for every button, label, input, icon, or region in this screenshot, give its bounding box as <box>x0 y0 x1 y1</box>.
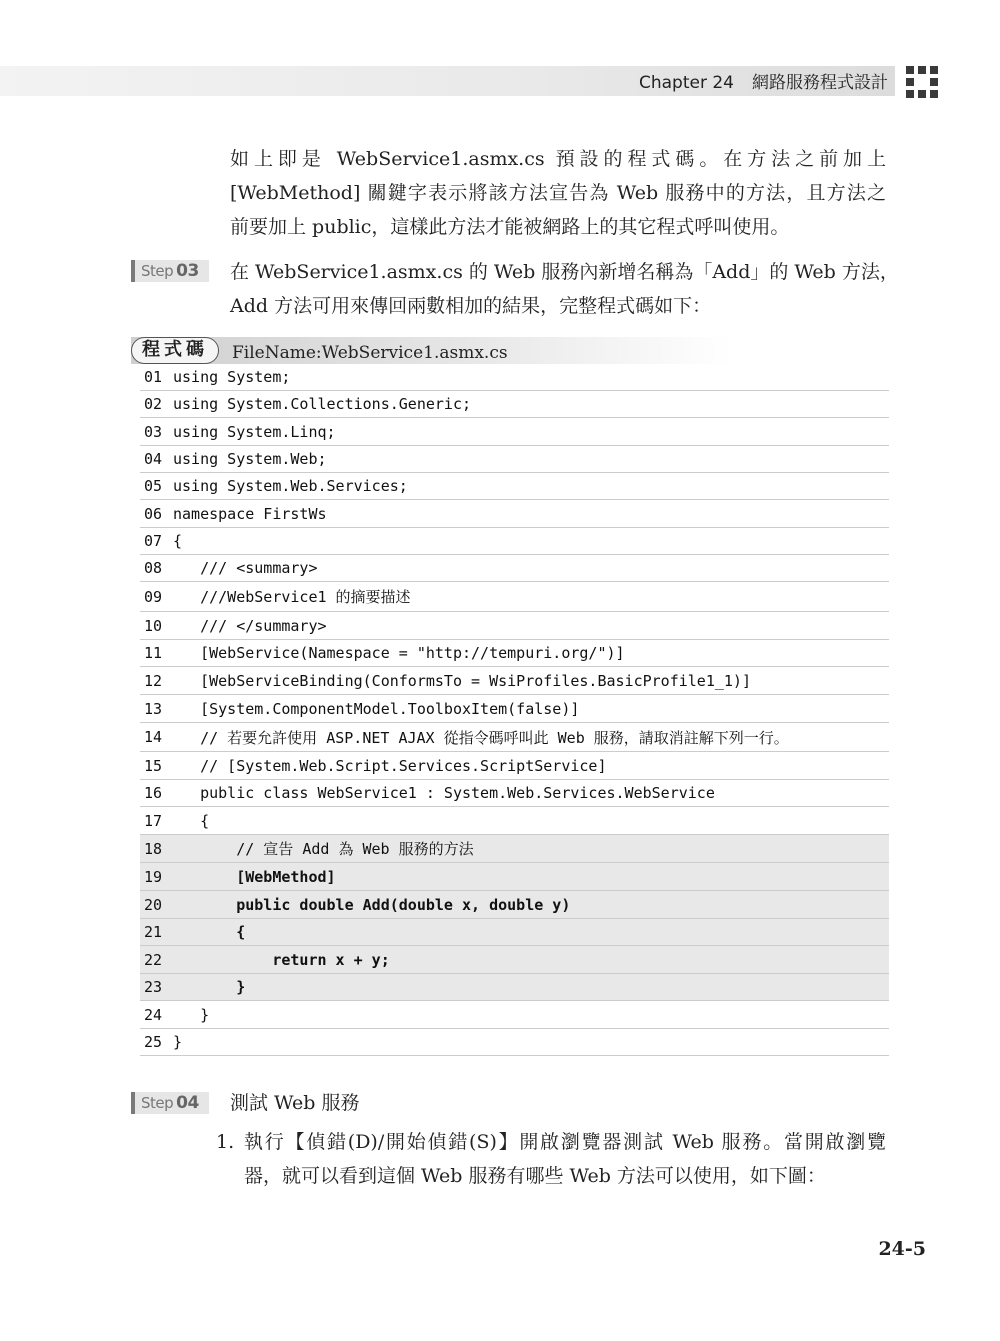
code-line <box>140 418 889 446</box>
code-line-number: 16 <box>144 784 163 802</box>
step-03-line-2: Add 方法可用來傳回兩數相加的結果，完整程式碼如下： <box>230 295 712 317</box>
code-line <box>140 640 889 667</box>
code-line <box>140 1001 889 1029</box>
code-line <box>140 919 889 946</box>
step-04-item-1 <box>244 1125 886 1193</box>
code-line-text: { <box>173 811 210 830</box>
chapter-title: 網路服務程式設計 <box>752 73 888 93</box>
code-line-text: { <box>173 923 246 941</box>
code-line <box>140 391 889 418</box>
code-line-number: 22 <box>144 950 163 969</box>
code-line-text: // 若要允許使用 ASP.NET AJAX 從指令碼呼叫此 Web 服務，請取消註解下列一行。 <box>173 728 789 747</box>
step-04-item-1-line-2: 器，就可以看到這個 Web 服務有哪些 Web 方法可以使用，如下圖： <box>244 1165 826 1187</box>
step-04-label: Step 04 <box>131 1092 209 1114</box>
grid-icon <box>906 66 938 98</box>
code-line-text: using System.Collections.Generic; <box>173 395 472 413</box>
code-line-number: 23 <box>144 978 163 996</box>
code-line <box>140 695 889 723</box>
code-line-number: 17 <box>144 811 163 830</box>
intro-line-2: [WebMethod] 關鍵字表示將該方法宣告為 Web 服務中的方法，且方法之 <box>230 182 886 204</box>
code-line-number: 06 <box>144 504 163 523</box>
code-line <box>140 555 889 582</box>
step-04-item-1-line-1: 執行【偵錯(D)/開始偵錯(S)】開啟瀏覽器測試 Web 服務。當開啟瀏覽 <box>244 1131 886 1153</box>
code-line-number: 12 <box>144 671 163 690</box>
code-line <box>140 974 889 1001</box>
code-line <box>140 500 889 528</box>
step-04-item-number: 1. <box>216 1131 235 1153</box>
code-line-text: public class WebService1 : System.Web.Services.WebService <box>173 784 715 802</box>
code-line <box>140 835 889 863</box>
code-line-number: 15 <box>144 756 163 775</box>
code-line-text: [WebMethod] <box>173 867 336 886</box>
code-line-number: 01 <box>144 368 163 386</box>
code-line <box>140 807 889 835</box>
running-header <box>639 72 888 94</box>
intro-paragraph <box>230 142 886 244</box>
code-line <box>140 667 889 695</box>
code-line-text: using System; <box>173 368 291 386</box>
code-line-text: using System.Linq; <box>173 422 336 441</box>
code-line-text: { <box>173 532 183 550</box>
code-line-text: ///WebService1 的摘要描述 <box>173 588 411 606</box>
intro-line-3: 前要加上 public，這樣此方法才能被網路上的其它程式呼叫使用。 <box>230 216 790 238</box>
code-line-text: /// <summary> <box>173 559 318 577</box>
code-line-number: 04 <box>144 450 163 468</box>
code-line-text: using System.Web.Services; <box>173 477 408 495</box>
code-line-text: [WebService(Namespace = "http://tempuri.org/")] <box>173 644 625 662</box>
code-line <box>140 1029 889 1056</box>
code-listing <box>140 364 889 1056</box>
step-03-text <box>230 255 899 323</box>
code-line-number: 08 <box>144 559 163 577</box>
code-line-number: 09 <box>144 587 163 606</box>
page-number: 24-5 <box>878 1238 926 1260</box>
code-line-text: using System.Web; <box>173 450 327 468</box>
code-line <box>140 863 889 891</box>
code-line <box>140 582 889 612</box>
code-line <box>140 752 889 780</box>
code-line-number: 21 <box>144 923 163 941</box>
code-line-text: } <box>173 978 246 996</box>
code-line-text: // [System.Web.Script.Services.ScriptService] <box>173 756 607 775</box>
code-line-text: [WebServiceBinding(ConformsTo = WsiProfiles.BasicProfile1_1)] <box>173 671 751 690</box>
code-line-number: 25 <box>144 1033 163 1051</box>
code-line-text: // 宣告 Add 為 Web 服務的方法 <box>173 840 474 858</box>
code-line-number: 11 <box>144 644 163 662</box>
code-line-number: 18 <box>144 839 163 858</box>
code-line <box>140 780 889 807</box>
code-line-number: 02 <box>144 395 163 413</box>
code-line <box>140 946 889 974</box>
intro-line-1: 如上即是 WebService1.asmx.cs 預設的程式碼。在方法之前加上 <box>230 148 886 170</box>
code-line <box>140 364 889 391</box>
step-03-line-1: 在 WebService1.asmx.cs 的 Web 服務內新增名稱為「Add」的 Web 方法， <box>230 261 899 283</box>
code-line <box>140 891 889 919</box>
code-filename: FileName:WebService1.asmx.cs <box>232 343 508 363</box>
code-line-text: } <box>173 1033 183 1051</box>
step-03-label: Step 03 <box>131 260 209 282</box>
code-line-number: 07 <box>144 532 163 550</box>
code-line-number: 10 <box>144 616 163 635</box>
code-line-number: 13 <box>144 699 163 718</box>
chapter-label: Chapter 24 <box>638 73 734 93</box>
code-tag: 程式碼 <box>131 337 219 364</box>
code-line-text: public double Add(double x, double y) <box>173 895 571 914</box>
code-line-number: 19 <box>144 867 163 886</box>
code-line <box>140 612 889 640</box>
code-line <box>140 446 889 473</box>
code-line-text: /// </summary> <box>173 616 327 635</box>
code-line-text: return x + y; <box>173 950 390 969</box>
code-line-number: 14 <box>144 728 163 746</box>
code-line <box>140 723 889 752</box>
code-line-text: } <box>173 1005 210 1024</box>
code-line-text: namespace FirstWs <box>173 504 327 523</box>
code-line-number: 20 <box>144 895 163 914</box>
step-04-title: 測試 Web 服務 <box>230 1092 360 1114</box>
code-line-number: 24 <box>144 1005 163 1024</box>
code-line <box>140 473 889 500</box>
code-line <box>140 528 889 555</box>
code-line-number: 05 <box>144 477 163 495</box>
code-line-text: [System.ComponentModel.ToolboxItem(false)] <box>173 699 580 718</box>
code-line-number: 03 <box>144 422 163 441</box>
